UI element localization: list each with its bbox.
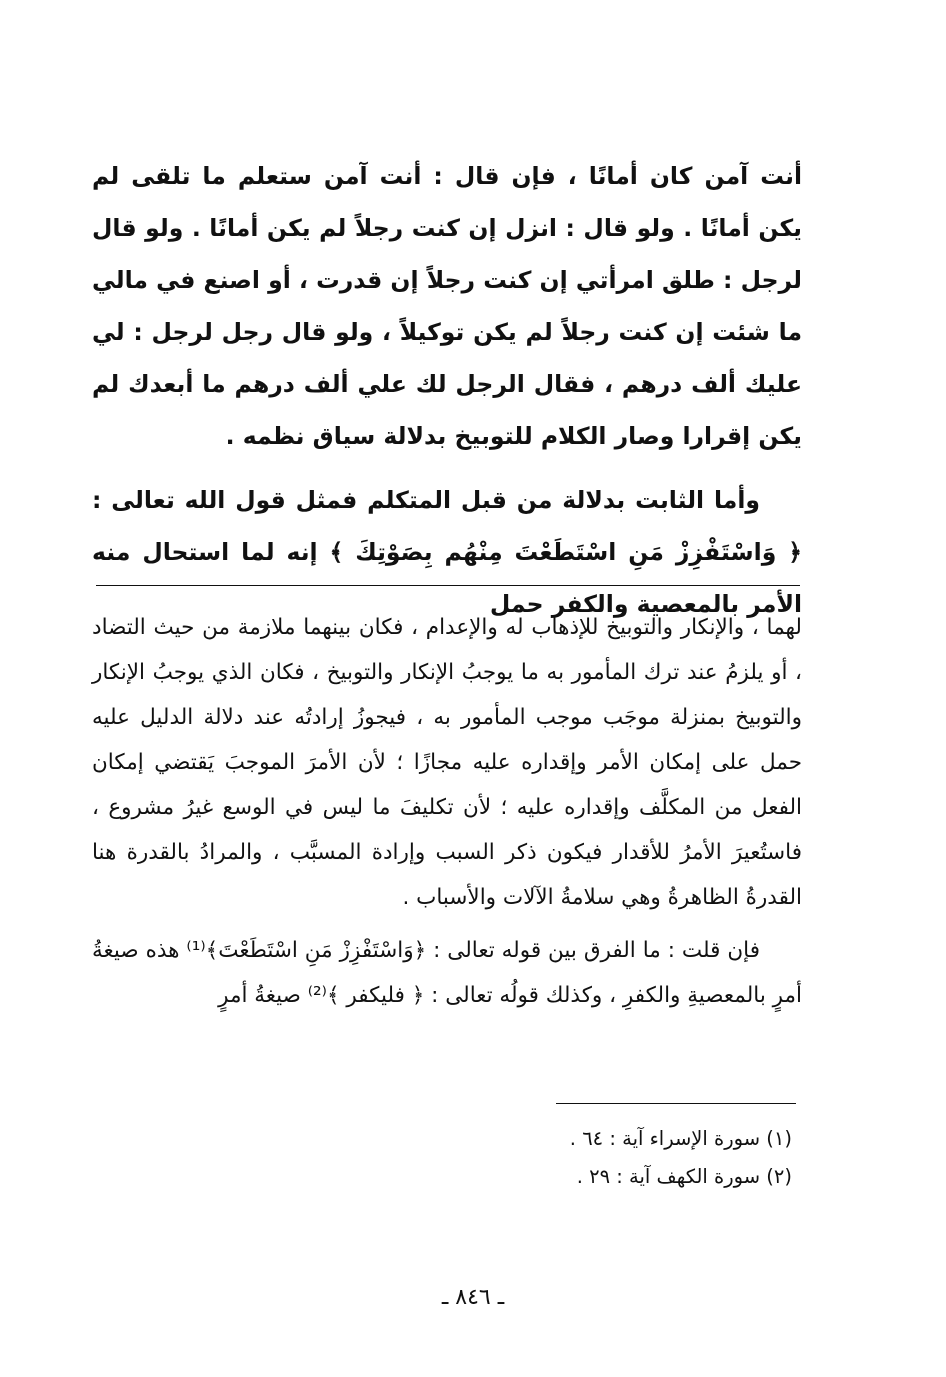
main-paragraph: أنت آمن كان أمانًا ، فإن قال : أنت آمن ستعلم ما تلقى لم يكن أمانًا . ولو قال : انزل إن كنت رجلاً لم يكن أمانًا . ولو قال لرجل : طلق امرأتي إن كنت رجلاً إن قدرت ، أو اصنع في مالي ما شئت إن كنت رجلاً لم يكن توكيلاً ، ولو قال رجل لرجل : لي عليك ألف درهم ، فقال الرجل لك علي ألف درهم ما أبعدك لم يكن إقرارا وصار الكلام للتوبيخ بدلالة سياق نظمه . — [92, 162, 802, 450]
footnote-item: (٢) سورة الكهف آية : ٢٩ . — [576, 1165, 792, 1188]
main-paragraph: وأما الثابت بدلالة من قبل المتكلم فمثل قول الله تعالى : ﴿ وَاسْتَفْزِزْ مَنِ اسْتَطَعْتَ مِنْهُم بِصَوْتِكَ ﴾ إنه لما استحال منه الأمر بالمعصية والكفر حمل — [92, 486, 802, 618]
footnotes — [372, 1120, 792, 1196]
commentary-paragraph: فإن قلت : ما الفرق بين قوله تعالى : ﴿وَاسْتَفْزِزْ مَنِ اسْتَطَعْتَ﴾⁽¹⁾ هذه صيغةُ أمرٍ بالمعصيةِ والكفرِ ، وكذلك قولُه تعالى : ﴿ فليكفر ﴾⁽²⁾ صيغةُ أمرٍ — [92, 938, 802, 1008]
page-number: ـ ٨٤٦ ـ — [441, 1285, 505, 1310]
commentary-paragraph: لهما ، والإنكار والتوبيخ للإذهاب له والإعدام ، فكان بينهما ملازمة من حيث التضاد ، أو يلزمُ عند ترك المأمور به ما يوجبُ الإنكار والتوبيخ ، فكان الذي يوجبُ الإنكار والتوبيخ بمنزلة موجَب موجب المأمور به ، فيجوزُ إرادتُه عند دلالة الدليل عليه حمل على إمكان الأمر وإقداره عليه مجازًا ؛ لأن الأمرَ الموجبَ يَقتضي إمكان الفعل من المكلَّف وإقداره عليه ؛ لأن تكليفَ ما ليس في الوسع غيرُ مشروع ، فاستُعيرَ الأمرُ للأقدار فيكون ذكر السبب وإرادة المسبَّب ، والمرادُ بالقدرة هنا القدرةُ الظاهرةُ وهي سلامةُ الآلات والأسباب . — [92, 615, 802, 910]
main-text-block — [92, 150, 802, 642]
commentary-block — [92, 605, 802, 1026]
commentary-divider — [96, 585, 800, 586]
footnote-item: (١) سورة الإسراء آية : ٦٤ . — [569, 1127, 792, 1150]
footnote-divider — [556, 1103, 796, 1104]
